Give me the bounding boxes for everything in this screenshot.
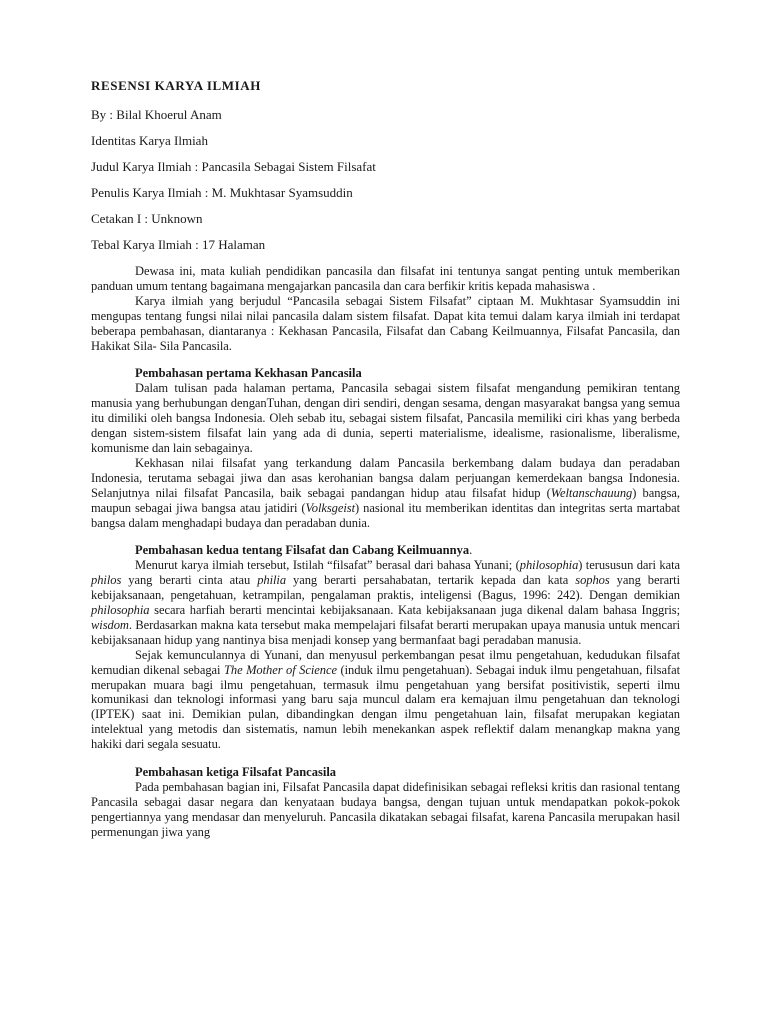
section-1-paragraph-2: Kekhasan nilai filsafat yang terkandung dalam Pancasila berkembang dalam budaya dan peradaban Indonesia, terutama sebagai jiwa dan asas kerohanian bangsa dalam perjuangan kemerdekaan bangsa Indonesia. Selanjutnya nilai filsafat Pancasila, baik sebagai pandangan hidup atau filsafat hidup (Weltanschauung) bangsa, maupun sebagai jiwa bangsa atau jatidiri (Volksgeist) nasional itu memberikan identitas dan integritas serta martabat bangsa dalam menghadapi budaya dan peradaban dunia. (91, 455, 680, 530)
section-1-heading: Pembahasan pertama Kekhasan Pancasila (135, 366, 362, 381)
identity-heading: Identitas Karya Ilmiah (91, 133, 208, 148)
intro-paragraph-2: Karya ilmiah yang berjudul “Pancasila sebagai Sistem Filsafat” ciptaan M. Mukhtasar Syamsuddin ini mengupas tentang fungsi nilai nilai pancasila dalam sistem filsafat. Dapat kita temui dalam karya ilmiah ini terdapat beberapa pembahasan, diantaranya : Kekhasan Pancasila, Filsafat dan Cabang Keilmuannya, Filsafat Pancasila, dan Hakikat Sila- Sila Pancasila. (91, 293, 680, 353)
section-2-paragraph-1: Menurut karya ilmiah tersebut, Istilah “filsafat” berasal dari bahasa Yunani; (philosophia) terususun dari kata philos yang berarti cinta atau philia yang berarti persahabatan, tertarik kepada dan kata sophos yang berarti kebijaksanaan, pengetahuan, ketrampilan, pengalaman praktis, inteligensi (Bagus, 1996: 242). Dengan demikian philosophia secara harfiah berarti mencintai kebijaksanaan. Kata kebijaksanaan juga dikenal dalam bahasa Inggris; wisdom. Berdasarkan makna kata tersebut maka mempelajari filsafat berarti merupakan upaya manusia untuk mencari kebijaksanaan hidup yang nantinya bisa menjadi konsep yang bermanfaat bagi peradaban manusia. (91, 558, 681, 647)
italic-term: philosophia (91, 603, 150, 618)
edition-line: Cetakan I : Unknown (91, 211, 203, 226)
title-line: Judul Karya Ilmiah : Pancasila Sebagai Sistem Filsafat (91, 159, 376, 174)
italic-term: wisdom (91, 617, 129, 632)
section-3-paragraph-1: Pada pembahasan bagian ini, Filsafat Pancasila dapat didefinisikan sebagai refleksi kritis dan rasional tentang Pancasila sebagai dasar negara dan kenyataan budaya bangsa, dengan tujuan untuk mendapatkan pokok-pokok pengertiannya yang mendasar dan menyeluruh. Pancasila dikatakan sebagai filsafat, karena Pancasila merupakan hasil permenungan jiwa yang (91, 780, 680, 839)
intro-paragraph-1: Dewasa ini, mata kuliah pendidikan pancasila dan filsafat ini tentunya sangat penting untuk memberikan panduan umum tentang bagaimana mengajarkan pancasila dan cara berfikir kritis kepada mahasiswa . (91, 264, 680, 293)
section-2-heading: Pembahasan kedua tentang Filsafat dan Cabang Keilmuannya. (135, 543, 473, 558)
italic-term: sophos (575, 573, 610, 588)
page-count-line: Tebal Karya Ilmiah : 17 Halaman (91, 237, 266, 252)
section-1-paragraph-1: Dalam tulisan pada halaman pertama, Pancasila sebagai sistem filsafat mengandung pemikiran tentang manusia yang berhubungan denganTuhan, dengan diri sendiri, dengan sesama, dengan masyarakat bangsa yang semua itu dimiliki oleh bangsa Indonesia. Oleh sebab itu, sebagai sistem filsafat, Pancasila memiliki ciri khas yang berbeda dengan sistem-sistem filsafat lain yang ada di dunia, seperti materialisme, idealisme, rasionalisme, liberalisme, komunisme dan lain sebagainya. (91, 381, 680, 455)
document-title: RESENSI KARYA ILMIAH (91, 78, 261, 93)
italic-term: Weltanschauung (550, 485, 633, 500)
spacer (91, 353, 680, 366)
spacer (91, 530, 680, 543)
italic-term: The Mother of Science (223, 662, 337, 677)
author-line: By : Bilal Khoerul Anam (91, 107, 222, 122)
italic-term: philosophia (519, 558, 579, 573)
section-2-paragraph-2: Sejak kemunculannya di Yunani, dan menyusul perkembangan pesat ilmu pengetahuan, kedudukan filsafat kemudian dikenal sebagai The Mother of Science (induk ilmu pengetahuan). Sebagai induk ilmu pengetahuan, filsafat merupakan muara bagi ilmu pengetahuan, termasuk ilmu pengetahuan yang bersifat positivistik, seperti ilmu komunikasi dan teknologi informasi yang baru saja muncul dalam era kemajuan ilmu pengetahuan dan teknologi (IPTEK) saat ini. Demikian pulan, dibandingkan dengan ilmu pengetahuan lain, filsafat merupakan kegiatan intelektual yang metodis dan sistematis, namun lebih menekankan aspek reflektif dalam menangkap makna yang hakiki dari segala sesuatu. (91, 647, 680, 752)
spacer (91, 752, 680, 765)
italic-term: philia (257, 573, 287, 588)
section-3-heading: Pembahasan ketiga Filsafat Pancasila (135, 765, 337, 780)
italic-term: Volksgeist (305, 500, 356, 515)
writer-line: Penulis Karya Ilmiah : M. Mukhtasar Syamsuddin (91, 185, 353, 200)
italic-term: philos (91, 573, 122, 588)
